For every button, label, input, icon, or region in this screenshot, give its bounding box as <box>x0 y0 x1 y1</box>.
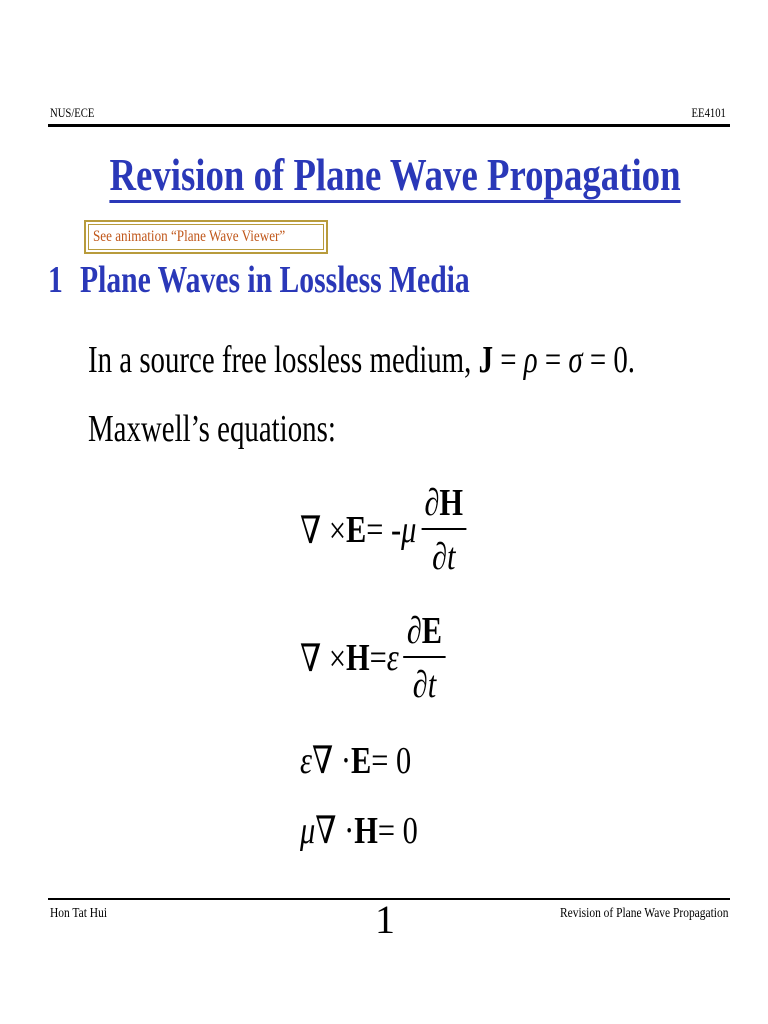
animation-link-box[interactable] <box>84 220 328 254</box>
animation-link[interactable] <box>88 224 324 250</box>
symbol-J: J <box>478 339 494 381</box>
section-heading <box>48 258 470 302</box>
equals-zero: = 0 <box>371 739 412 782</box>
symbol-epsilon: ε <box>386 637 399 679</box>
curl-operator: ∇ × <box>300 509 346 552</box>
equation-gauss-magnetic <box>300 808 418 853</box>
equals-minus: = - <box>366 509 402 551</box>
equation-faraday <box>300 484 466 576</box>
vector-H: H <box>345 637 370 679</box>
symbol-mu: μ <box>401 509 417 551</box>
equals-sign: = <box>369 637 387 679</box>
equals-sign: = <box>493 339 524 381</box>
body-line-maxwell: Maxwell’s equations: <box>88 408 336 450</box>
divergence-operator: ∇ · <box>311 740 351 782</box>
slide-title <box>79 150 711 201</box>
symbol-sigma: σ <box>568 339 583 381</box>
partial-symbol: ∂ <box>424 482 440 524</box>
symbol-epsilon: ε <box>300 739 312 782</box>
equals-sign: = <box>537 339 569 381</box>
equation-ampere <box>300 612 445 704</box>
body-line-source-free <box>88 338 635 382</box>
body-line1-prefix: In a source free lossless medium, <box>88 339 479 381</box>
fraction-denominator: ∂t <box>432 536 456 578</box>
vector-E: E <box>421 610 443 652</box>
animation-link-text[interactable]: See animation “Plane Wave Viewer” <box>93 228 286 245</box>
partial-symbol: ∂ <box>406 610 422 652</box>
vector-H: H <box>439 482 464 524</box>
header-rule <box>48 124 730 127</box>
symbol-mu: μ <box>300 809 316 852</box>
equals-zero: = 0 <box>377 809 418 852</box>
equation-gauss-electric <box>300 738 411 783</box>
section-title: Plane Waves in Lossless Media <box>79 259 470 301</box>
fraction-dH-dt <box>421 484 466 576</box>
vector-E: E <box>350 739 372 782</box>
header-right: EE4101 <box>691 105 726 120</box>
vector-E: E <box>345 509 367 551</box>
fraction-dE-dt <box>404 612 446 704</box>
footer-author: Hon Tat Hui <box>50 906 108 921</box>
curl-operator: ∇ × <box>300 637 346 680</box>
equals-zero: = 0. <box>582 339 635 381</box>
fraction-numerator <box>404 612 446 656</box>
divergence-operator: ∇ · <box>315 810 355 852</box>
header-left: NUS/ECE <box>50 105 95 120</box>
slide-title-text: Revision of Plane Wave Propagation <box>109 149 680 203</box>
symbol-rho: ρ <box>523 339 538 381</box>
vector-H: H <box>354 809 378 852</box>
footer-title: Revision of Plane Wave Propagation <box>559 906 728 921</box>
fraction-numerator <box>421 484 466 528</box>
fraction-denominator: ∂t <box>412 664 437 706</box>
section-number: 1 <box>48 259 63 301</box>
page-number: 1 <box>375 897 395 942</box>
